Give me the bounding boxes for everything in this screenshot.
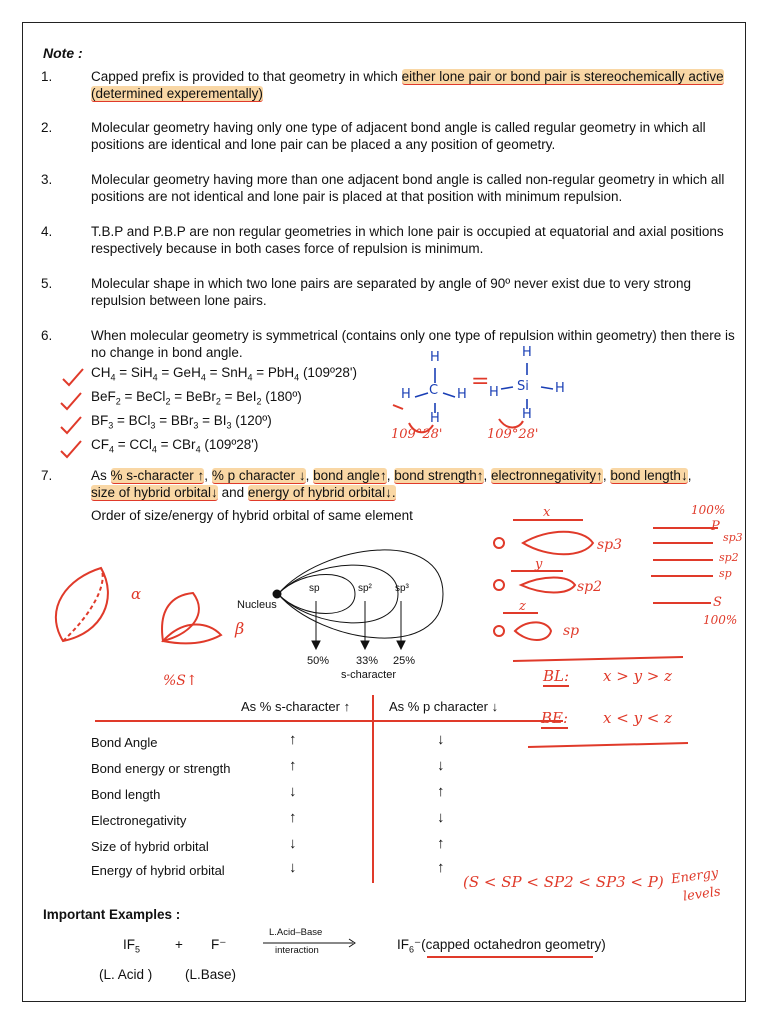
arrow-head: [397, 641, 405, 649]
hand-energy-label-2: levels: [682, 884, 722, 905]
hand-be: BE:: [541, 709, 569, 727]
hand-angle-1: 109°28': [391, 427, 443, 442]
arrow-cell: ↓: [289, 859, 297, 876]
hand-sp: sp: [563, 623, 580, 639]
arrow-cell: ↑: [437, 783, 445, 800]
item-number: 3.: [41, 172, 53, 187]
hand-percent-s: %S↑: [163, 673, 198, 689]
hand-si-h-bottom: H: [522, 407, 532, 422]
item-text: Capped prefix is provided to that geometry in which either lone pair or bond pair is stereochemically active (determined experementally): [91, 69, 724, 101]
sp3-lobe: [278, 550, 443, 638]
item-number: 4.: [41, 224, 53, 239]
s-character-label: s-character: [341, 669, 397, 681]
item-text: When molecular geometry is symmetrical (contains only one type of repulsion within geometry) then there is no change in bond angle.: [91, 328, 735, 360]
item-text: As % s-character ↑, % p character ↓, bond angle↑, bond strength↑, electronnegativity↑, bond length↓, size of hybrid orbital↓ and energy of hybrid orbital↓.: [91, 468, 692, 500]
sp2-lobe: [278, 565, 398, 623]
hand-bl: BL:: [543, 667, 570, 685]
note-title: Note :: [43, 45, 83, 61]
item-text: T.B.P and P.B.P are non regular geometries in which lone pair is occupied at equatorial and axial positions respectively because in both cases force of repulsion is minimum.: [91, 224, 724, 256]
plus-sign: +: [175, 937, 183, 952]
arrow-cell: ↓: [289, 835, 297, 852]
hand-sp3-b: sp3: [723, 531, 743, 544]
orbital-diagram: [273, 550, 443, 649]
check-icon: [63, 369, 83, 385]
hand-energy-order: (S < SP < SP2 < SP3 < P): [463, 873, 664, 891]
hand-h-left: H: [401, 387, 411, 402]
formula-line-1: $CH_4 = SiH_4 = GeH_4 = SnH_4 = PbH_4$ (109º28'): [91, 365, 357, 383]
table-row: Energy of hybrid orbital: [91, 863, 225, 878]
table-row: Bond Angle: [91, 735, 158, 750]
item-number: 6.: [41, 328, 53, 343]
reactant-f-minus: F⁻: [211, 937, 227, 952]
hand-si-h-left: H: [489, 385, 499, 400]
check-icon: [61, 393, 81, 409]
hand-si: Si: [517, 379, 529, 394]
formula-line-2: BeF$_2$ = BeCl$_2$ = BeBr$_2$ = BeI$_2$ (180º): [91, 389, 302, 407]
formula-line-4: $CF_4 = CCl_4 = CBr_4$ (109º28'): [91, 437, 259, 455]
arrow-cell: ↑: [289, 731, 297, 748]
hand-angle-2: 109°28': [487, 427, 539, 442]
highlight-text: either lone pair or bond pair is stereochemically active: [401, 69, 724, 84]
percent-50: 50%: [307, 655, 330, 667]
highlight-text: (determined experementally): [91, 86, 263, 101]
hand-z: z: [519, 599, 526, 614]
sp3-label: sp³: [395, 583, 409, 594]
document-page: [22, 22, 746, 1002]
hand-be-order: x < y < z: [603, 709, 673, 727]
formula-line-3: $BF_3 = BCl_3 = BBr_3 = BI_3$ (120º): [91, 413, 272, 431]
table-row: Bond energy or strength: [91, 761, 231, 776]
arrow-cell: ↑: [289, 809, 297, 826]
arrow-cell: ↓: [289, 783, 297, 800]
hand-si-h-right: H: [555, 381, 565, 396]
sp-label: sp: [309, 583, 320, 594]
lewis-acid-label: (L. Acid ): [99, 967, 153, 982]
item-number: 2.: [41, 120, 53, 135]
table-header-s: As % s-character ↑: [241, 699, 351, 714]
examples-title: Important Examples :: [43, 907, 181, 922]
arrow-cell: ↓: [437, 809, 445, 826]
hand-si-h-top: H: [522, 345, 532, 360]
hand-sp2-b: sp2: [719, 551, 739, 564]
order-subtitle: Order of size/energy of hybrid orbital of same element: [91, 508, 413, 523]
arrow-head: [312, 641, 320, 649]
check-icons: [61, 369, 83, 457]
hand-energy-label-1: Energy: [670, 865, 720, 888]
hand-beta: β: [235, 619, 245, 638]
item-text: Molecular shape in which two lone pairs are separated by angle of 90º never exist due to very strong repulsion between lone pairs.: [91, 276, 692, 308]
hand-sp2: sp2: [577, 579, 603, 595]
table-row: Bond length: [91, 787, 161, 802]
hand-sp-b: sp: [719, 567, 732, 580]
hand-100-top: 100%: [691, 503, 726, 517]
hand-c: C: [429, 383, 439, 398]
item-number: 5.: [41, 276, 53, 291]
arrow-label-top: L.Acid–Base: [269, 927, 323, 938]
drawing-layer: [23, 23, 747, 1003]
table-header-p: As % p character ↓: [389, 699, 499, 714]
sp2-label: sp²: [358, 583, 372, 594]
item-text: Molecular geometry having only one type of adjacent bond angle is called regular geometry in which all positions are identical and lone pair can be placed a any position of geometry.: [91, 120, 706, 152]
hand-h-top: H: [430, 350, 440, 365]
hand-s: S: [713, 595, 722, 610]
percent-25: 25%: [393, 655, 416, 667]
hand-100-bottom: 100%: [703, 613, 738, 627]
hand-bl-order: x > y > z: [603, 667, 673, 685]
table-row: Electronegativity: [91, 813, 187, 828]
hand-h-right: H: [457, 387, 467, 402]
hand-alpha: α: [131, 585, 142, 603]
percent-33: 33%: [356, 655, 379, 667]
hand-p: P: [711, 519, 720, 534]
check-icon: [61, 441, 81, 457]
hand-h-bottom: H: [430, 411, 440, 426]
table-row: Size of hybrid orbital: [91, 839, 209, 854]
item-number: 1.: [41, 69, 53, 84]
hand-y: y: [535, 557, 543, 572]
nucleus-label: Nucleus: [237, 599, 277, 611]
item-text: Molecular geometry having more than one adjacent bond angle is called non-regular geometry in which all positions are not identical and lone pair is placed at that position with minimum repulsion.: [91, 172, 725, 204]
arrow-cell: ↑: [437, 859, 445, 876]
arrow-cell: ↓: [437, 757, 445, 774]
item-number: 7.: [41, 468, 53, 483]
arrow-cell: ↑: [437, 835, 445, 852]
arrow-head: [361, 641, 369, 649]
hand-equals: =: [471, 369, 490, 394]
nucleus-dot: [273, 590, 281, 598]
hand-sp3: sp3: [597, 537, 623, 553]
product-if6: $IF_6^-(capped$ octahedron geometry): [397, 937, 606, 955]
arrow-label-bottom: interaction: [275, 945, 319, 956]
arrow-cell: ↓: [437, 731, 445, 748]
lewis-base-label: (L.Base): [185, 967, 237, 982]
check-icon: [61, 417, 81, 433]
reactant-if5: $IF_5$: [123, 937, 141, 955]
arrow-cell: ↑: [289, 757, 297, 774]
hand-x: x: [543, 505, 551, 520]
